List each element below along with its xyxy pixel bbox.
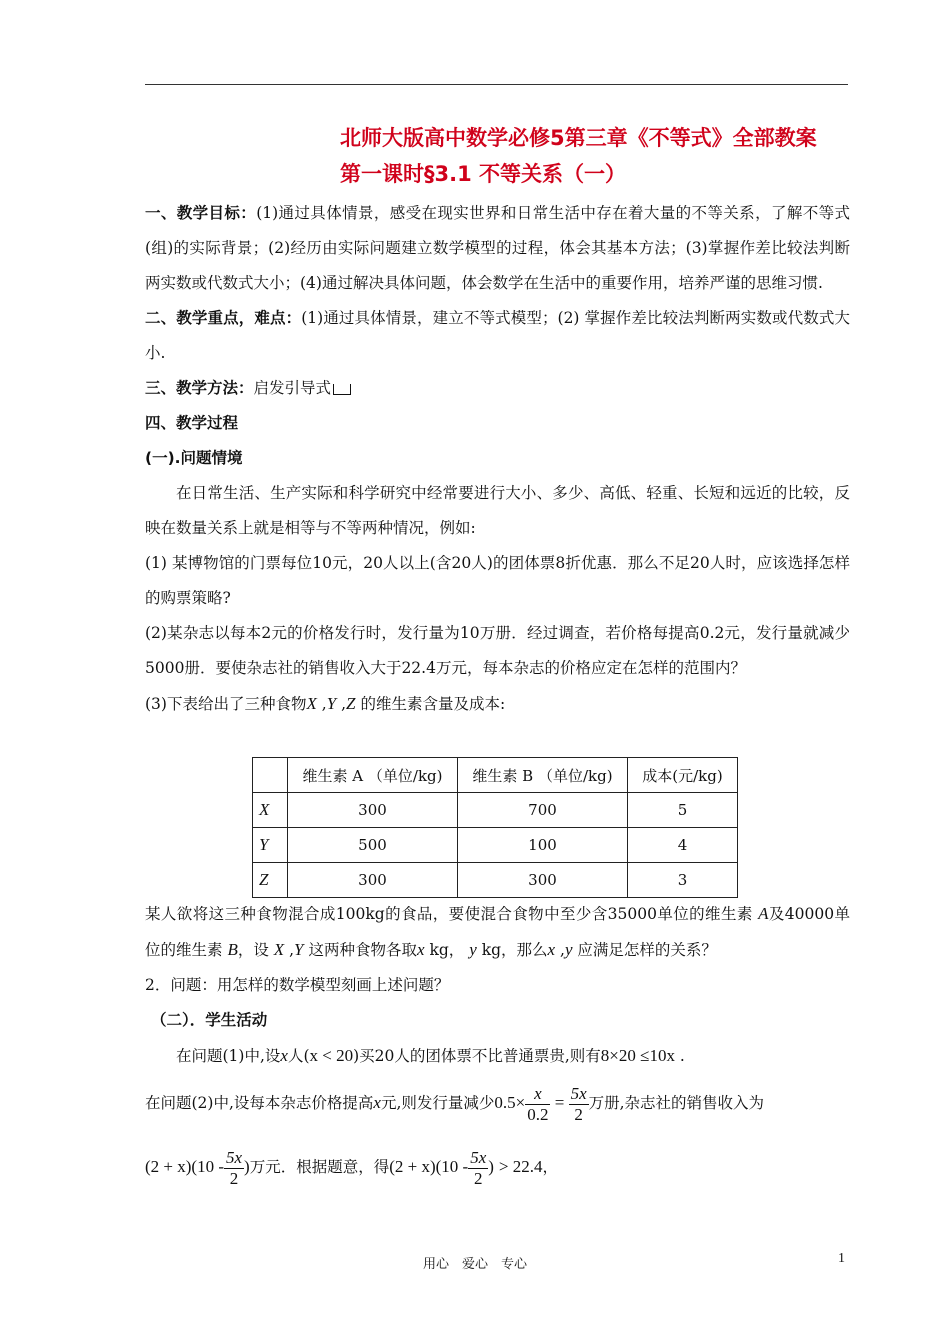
page-number: 1 [838, 1251, 845, 1266]
math-var: A [758, 904, 769, 923]
lesson-body [145, 196, 850, 722]
text-span: 人( [287, 1047, 310, 1065]
method-paragraph [145, 371, 850, 406]
text-span: 某人欲将这三种食物混合成100kg的食品，要使混合食物中至少含35000单位的维生素 [145, 905, 753, 923]
math-expression: ) [244, 1157, 250, 1176]
text-span: 在问题(2)中,设每本杂志价格提高 [145, 1094, 374, 1112]
table-cell: 300 [288, 863, 458, 898]
text-span: kg， [429, 941, 465, 959]
lesson-subtitle: 第一课时§3.1 不等关系（一） [340, 162, 627, 186]
table-cell: 300 [288, 793, 458, 828]
fraction-numerator: x [525, 1084, 550, 1105]
math-var: X [306, 694, 317, 713]
math-fraction [569, 1084, 589, 1125]
text-span: 在问题(1)中,设 [176, 1047, 281, 1065]
text-span: 万册,杂志社的销售收入为 [588, 1094, 765, 1112]
process-heading: 四、教学过程 [145, 414, 239, 432]
math-var: y [469, 940, 477, 959]
math-var: Y [294, 940, 304, 959]
math-fraction [224, 1148, 244, 1189]
question-3-lead: (3)下表给出了三种食物 [145, 695, 307, 713]
key-points-paragraph [145, 301, 850, 371]
mixture-problem: 某人欲将这三种食物混合成100kg的食品，要使混合食物中至少含35000单位的维生素 A及40000单位的维生素 B，设 X ,Y 这两种食物各取x kg， y kg，那么x ,y 应满足怎样的关系？ [145, 904, 850, 959]
objective-heading: 一、教学目标： [145, 204, 257, 222]
fraction-denominator: 2 [229, 1168, 239, 1188]
question-3: (3)下表给出了三种食物X ,Y ,Z 的维生素含量及成本: [145, 694, 506, 713]
key-points-heading: 二、教学重点，难点： [145, 309, 302, 327]
math-expression: (2 + x)(10 - [389, 1157, 469, 1176]
fraction-denominator: 2 [473, 1168, 483, 1188]
text-span: 万元．根据题意，得 [249, 1158, 390, 1176]
table-row [253, 793, 738, 828]
header-rule [145, 84, 848, 85]
table-row [253, 863, 738, 898]
table-header-cell: 维生素 B （单位/kg) [458, 758, 628, 793]
math-var: x [280, 1046, 288, 1065]
revenue-inequality [145, 1132, 850, 1202]
table-cell: 500 [288, 828, 458, 863]
text-span: )买20人的团体票不比普通票贵,则有 [353, 1047, 601, 1065]
math-inequality: 8×20 ≤10x [600, 1046, 675, 1065]
student-activity-heading: （二）．学生活动 [151, 1011, 268, 1029]
scene-intro: 在日常生活、生产实际和科学研究中经常要进行大小、多少、高低、轻重、长短和远近的比较，反映在数量关系上就是相等与不等两种情况，例如: [145, 484, 850, 537]
math-var: x [547, 940, 556, 959]
table-cell: 4 [628, 828, 738, 863]
fraction-denominator: 0.2 [527, 1104, 549, 1124]
fraction-numerator: 5x [470, 1147, 487, 1167]
lesson-body-continued [145, 896, 850, 1202]
text-span: ， [542, 1158, 558, 1176]
text-span: kg，那么 [481, 941, 548, 959]
text-span: ，设 [237, 941, 269, 959]
method-text: 启发引导式 [253, 379, 332, 397]
document-title: 北师大版高中数学必修5第三章《不等式》全部教案 [340, 126, 817, 150]
math-var: B [227, 940, 238, 959]
question-2: (2)某杂志以每本2元的价格发行时，发行量为10万册．经过调查，若价格每提高0.2元，发行量就减少5000册．要使杂志社的销售收入大于22.4万元，每本杂志的价格应定在怎样的范围内？ [145, 624, 850, 677]
modeling-question: 2．问题：用怎样的数学模型刻画上述问题？ [145, 976, 450, 994]
math-expression: ) [488, 1157, 494, 1176]
objective-paragraph [145, 196, 850, 301]
math-var: Z [346, 694, 356, 713]
vitamin-table [252, 757, 738, 898]
text-span: 元,则发行量减少 [380, 1094, 495, 1112]
key-points-text: (1)通过具体情景，建立不等式模型；(2) 掌握作差比较法判断两实数或代数式大小. [145, 309, 850, 362]
table-cell: 300 [458, 863, 628, 898]
table-cell: 5 [628, 793, 738, 828]
activity-problem-1: 在问题(1)中,设x人(x < 20)买20人的团体票不比普通票贵,则有8×20 ≤10x . [176, 1046, 685, 1065]
text-span: 及40000单位的维生素 [145, 905, 850, 959]
table-row [253, 828, 738, 863]
table-header-row [253, 758, 738, 793]
math-var: x [416, 940, 425, 959]
math-fraction [525, 1084, 550, 1125]
text-cursor-icon [333, 384, 351, 395]
table-header-cell: 成本(元/kg) [628, 758, 738, 793]
math-fraction [468, 1148, 488, 1189]
method-heading: 三、教学方法： [145, 379, 254, 397]
table-cell: X [253, 793, 288, 828]
text-span: 这两种食物各取 [308, 941, 417, 959]
table-cell: 100 [458, 828, 628, 863]
page-footer: 用心 爱心 专心 [422, 1257, 527, 1272]
math-inequality: x < 20 [309, 1046, 354, 1065]
math-var: y [564, 940, 573, 959]
math-var: X [273, 940, 285, 959]
question-1: (1) 某博物馆的门票每位10元，20人以上(含20人)的团体票8折优惠．那么不足20人时，应该选择怎样的购票策略? [145, 554, 850, 607]
math-expression: (2 + x)(10 - [145, 1157, 224, 1176]
table-cell: 3 [628, 863, 738, 898]
activity-problem-2: 在问题(2)中,设每本杂志价格提高x元,则发行量减少0.5× $\frac{x}{0.2}$ = $\frac{5x}{2}$ 万册,杂志社的销售收入为 [145, 1083, 765, 1124]
math-expression: 0.5× [494, 1093, 526, 1112]
fraction-numerator: 5x [570, 1083, 587, 1103]
math-var: x [373, 1093, 381, 1112]
table-header-cell [253, 758, 288, 793]
objective-text: (1)通过具体情景，感受在现实世界和日常生活中存在着大量的不等关系，了解不等式(组)的实际背景；(2)经历由实际问题建立数学模型的过程，体会其基本方法；(3)掌握作差比较法判断两实数或代数式大小；(4)通过解决具体问题，体会数学在生活中的重要作用，培养严谨的思维习惯. [145, 204, 850, 292]
math-var: Y [326, 694, 337, 713]
table-cell: Y [253, 828, 288, 863]
question-3-tail: 的维生素含量及成本: [360, 695, 506, 713]
scene-heading: (一).问题情境 [145, 449, 243, 467]
table-cell: Z [253, 863, 288, 898]
fraction-denominator: 2 [574, 1104, 583, 1124]
table-cell: 700 [458, 793, 628, 828]
math-inequality: > 22.4 [498, 1157, 543, 1176]
table-header-cell: 维生素 A （单位/kg) [288, 758, 458, 793]
text-span: 应满足怎样的关系？ [577, 941, 717, 959]
fraction-numerator: 5x [225, 1147, 243, 1167]
